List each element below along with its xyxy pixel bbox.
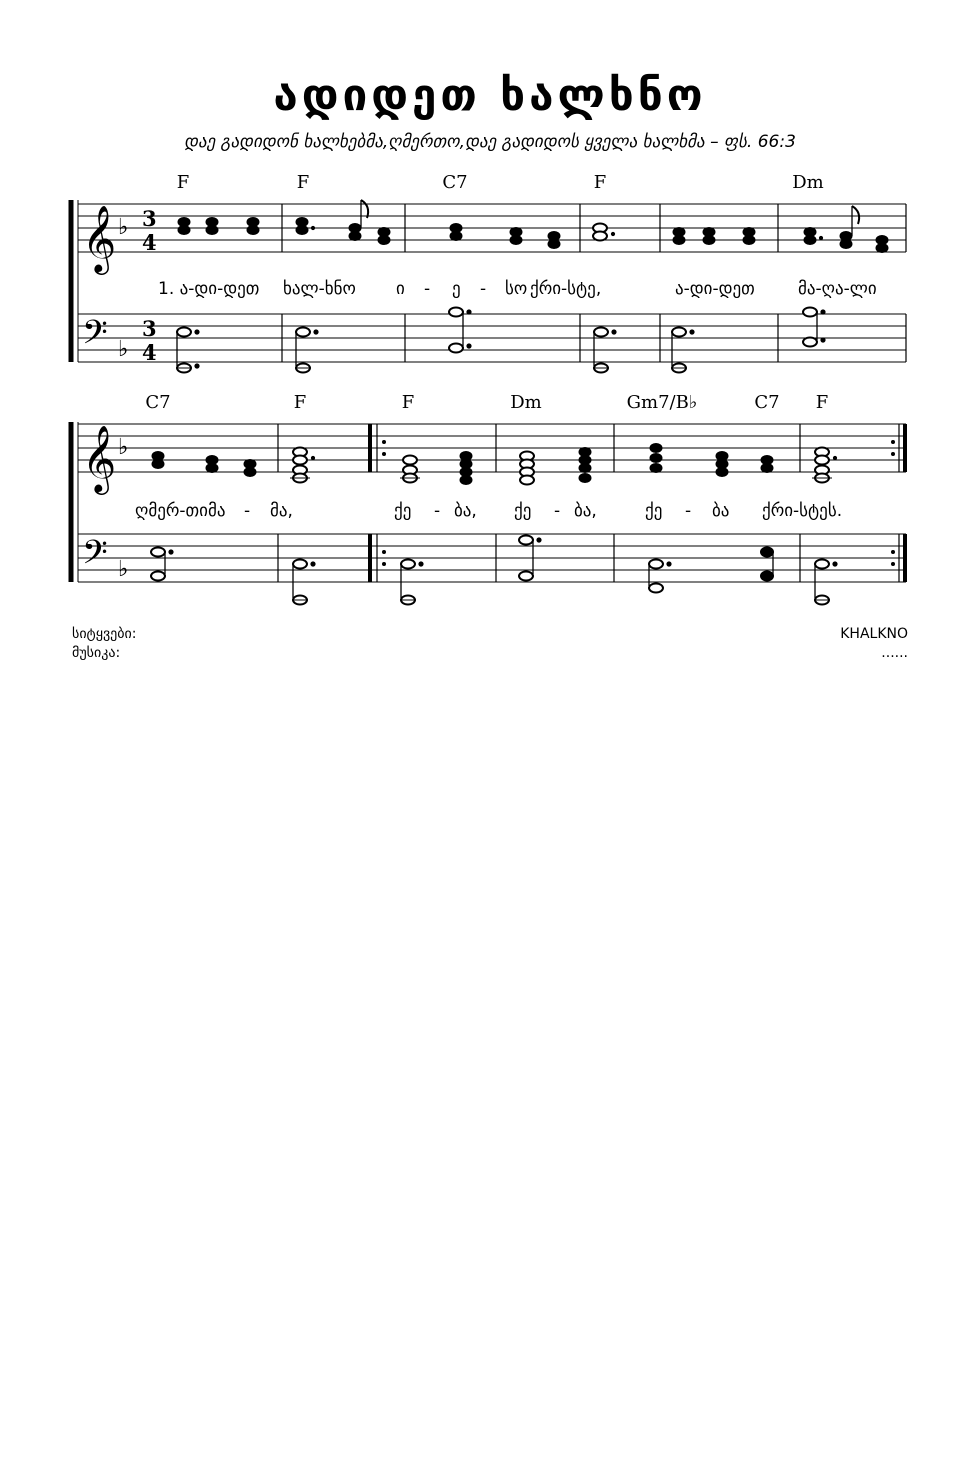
- chord-symbol: C7: [754, 392, 780, 413]
- dot: [611, 232, 614, 235]
- note-head: [510, 236, 522, 245]
- lyric-syllable: სო: [505, 279, 528, 299]
- bass-clef-icon: 𝄢: [82, 314, 108, 360]
- dot: [311, 226, 314, 229]
- note-head: [450, 232, 462, 241]
- chord-symbol: F: [593, 172, 607, 193]
- chord-symbol: F: [176, 172, 190, 193]
- bass-staff: [78, 534, 906, 582]
- flat-key-signature-icon: ♭: [118, 557, 129, 582]
- chord-row-1: [177, 172, 824, 193]
- lyric-syllable: -: [480, 279, 487, 299]
- note-head: [743, 236, 755, 245]
- lyric-syllable: ბა: [712, 501, 730, 521]
- music-credit-value: ......: [881, 645, 908, 661]
- chord-row-2: [145, 392, 828, 413]
- lyric-syllable: ბა,: [454, 501, 477, 521]
- lyric-syllable: ქე: [514, 501, 532, 521]
- lyric-syllable: -: [434, 501, 441, 521]
- system-1: [71, 172, 906, 373]
- lyric-syllable: მა: [208, 501, 226, 521]
- note-head: [840, 240, 852, 249]
- repeat-start-thick: [368, 424, 372, 472]
- lyric-syllable: ქე: [645, 501, 663, 521]
- lyric-syllable: -: [554, 501, 561, 521]
- lyric-syllable: ი: [396, 279, 405, 299]
- flat-key-signature-icon: ♭: [118, 435, 129, 460]
- song-title: ადიდეთ ხალხნო: [273, 70, 707, 121]
- note-head: [876, 244, 888, 253]
- note-head: [378, 236, 390, 245]
- treble-clef-icon: 𝄞: [82, 424, 117, 492]
- lyric-syllable: 1. ა-დი-დეთ: [158, 279, 260, 299]
- lyric-syllable: ხალ-ხნო: [283, 279, 356, 299]
- lyric-syllable: ბა,: [574, 501, 597, 521]
- music-credit-label: მუსიკა:: [72, 645, 121, 661]
- song-subtitle: დაე გადიდონ ხალხებმა,ღმერთო,დაე გადიდოს ყველა ხალხმა – ფს. 66:3: [184, 132, 796, 152]
- note-head: [349, 232, 361, 241]
- lyric-syllable: მა-ღა-ლი: [798, 279, 877, 299]
- lyric-syllable: -: [424, 279, 431, 299]
- lyrics-credit-value: KHALKNO: [840, 626, 908, 642]
- repeat-end-thick: [903, 424, 907, 472]
- time-signature-top: 3: [142, 206, 157, 231]
- lyric-syllable: ა-დი-დეთ: [675, 279, 755, 299]
- lyric-syllable: მა,: [270, 501, 293, 521]
- lyric-syllable: ქე: [394, 501, 412, 521]
- treble-notes: [152, 444, 837, 485]
- note-head: [178, 226, 190, 235]
- lyric-syllable: -: [244, 501, 251, 521]
- time-signature-bottom: 4: [142, 340, 157, 365]
- chord-symbol: F: [293, 392, 307, 413]
- chord-symbol: F: [296, 172, 310, 193]
- treble-staff: [78, 204, 906, 252]
- treble-clef-icon: 𝄞: [82, 204, 117, 272]
- note-head: [804, 236, 816, 245]
- treble-notes: [178, 200, 888, 253]
- note-head: [703, 236, 715, 245]
- note-head: [673, 236, 685, 245]
- chord-symbol: Dm: [510, 392, 542, 413]
- bass-staff: [78, 314, 906, 362]
- lyrics-row-1: [158, 279, 877, 299]
- lyric-syllable: ე: [452, 279, 461, 299]
- dot: [819, 236, 822, 239]
- bass-notes: [176, 308, 825, 373]
- system-2: [71, 392, 907, 605]
- bass-clef-icon: 𝄢: [82, 534, 108, 580]
- flat-key-signature-icon: ♭: [118, 337, 129, 362]
- treble-staff: [78, 424, 906, 472]
- lyric-syllable: -: [685, 501, 692, 521]
- chord-symbol: F: [401, 392, 415, 413]
- chord-symbol: C7: [145, 392, 171, 413]
- lyric-syllable: ქრი-სტეს.: [762, 501, 843, 521]
- chord-symbol: C7: [442, 172, 468, 193]
- lyric-syllable: ქრი-სტე,: [530, 279, 602, 299]
- note-head: [296, 226, 308, 235]
- chord-symbol: Dm: [792, 172, 824, 193]
- note-head: [548, 240, 560, 249]
- chord-symbol: Gm7/B♭: [626, 392, 698, 413]
- lyric-syllable: ღმერ-თი: [135, 501, 208, 521]
- note-head: [593, 232, 607, 241]
- time-signature-top: 3: [142, 316, 157, 341]
- flat-key-signature-icon: ♭: [118, 215, 129, 240]
- note-head: [247, 226, 259, 235]
- time-signature-bottom: 4: [142, 230, 157, 255]
- lyrics-credit-label: სიტყვები:: [72, 626, 137, 642]
- lyrics-row-2: [135, 501, 842, 521]
- chord-symbol: F: [815, 392, 829, 413]
- note-head: [206, 226, 218, 235]
